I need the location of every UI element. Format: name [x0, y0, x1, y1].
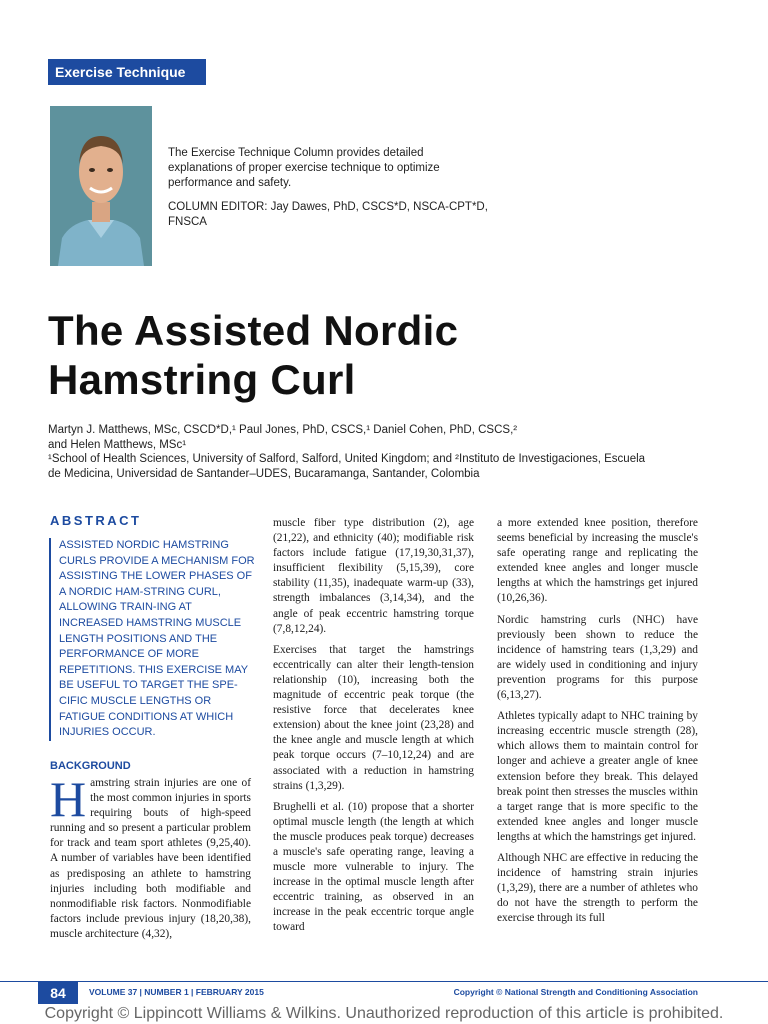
author-block [48, 423, 738, 481]
paragraph: Nordic hamstring curls (NHC) have previously been shown to reduce the incidence of hamstring tears (1,3,29) and are widely used in conditioning and injury prevention programs for this purpose (6,13,27). [497, 613, 698, 702]
affiliation-line-1: ¹School of Health Sciences, University of Salford, Salford, United Kingdom; and ²Instituto de Investigaciones, Escuela [48, 453, 646, 465]
portrait-image [50, 106, 152, 266]
paragraph: Brughelli et al. (10) propose that a shorter optimal muscle length (the length at which the muscle produces peak torque) decreases a muscle's safe operating range, leaving a muscle more vulnerable to injury. The increase in the optimal muscle length after eccentric training, as observed in an increase in the peak eccentric torque angle toward [273, 800, 474, 934]
paragraph: a more extended knee position, therefore seems beneficial by increasing the muscle's safe operating range and replicating the extended knee angles and longer muscle lengths at which the hamstrings get injured (10,26,36). [497, 517, 698, 605]
paragraph: Athletes typically adapt to NHC training by increasing eccentric muscle strength (28), which allows them to maintain control for longer and achieve a greater angle of knee extension before they break. This delayed break point then stresses the muscles within a target range that is more specific to the extended knee angles and longer muscle lengths at which the hamstrings get injured. [497, 710, 698, 843]
column-description: The Exercise Technique Column provides detailed explanations of proper exercise technique to optimize performance and safety. [168, 147, 440, 189]
title-line-1: The Assisted Nordic [48, 307, 459, 354]
paragraph: Although NHC are effective in reducing the incidence of hamstring strain injuries (1,3,29), there are a number of athletes who do not have the strength to perform the exercise through its full [497, 851, 698, 925]
issue-info: VOLUME 37 | NUMBER 1 | FEBRUARY 2015 [89, 987, 264, 997]
author-photo [50, 106, 152, 266]
body-column-1 [50, 771, 251, 948]
body-column-3 [497, 516, 698, 932]
page-number: 84 [38, 982, 78, 1004]
copyright-watermark: Copyright © Lippincott Williams & Wilkins. Unauthorized reproduction of this article is prohibited. [44, 1005, 724, 1022]
body-column-2 [273, 516, 474, 942]
column-intro [168, 146, 488, 239]
paragraph: amstring strain injuries are one of the most common injuries in sports requiring bouts of high-speed running and so present a particular problem for track and team sport athletes (9,25,40). A number of variables have been identified as predisposing an athlete to hamstring injuries including both modifiable and nonmodifiable risk factors. Nonmodifiable factors include previous injury (18,20,38), muscle architecture (4,32), [50, 777, 251, 940]
section-tag: Exercise Technique [48, 59, 206, 85]
background-heading: BACKGROUND [50, 760, 131, 772]
article-title [48, 306, 728, 404]
association-copyright: Copyright © National Strength and Conditioning Association [453, 987, 698, 997]
authors-line-1: Martyn J. Matthews, MSc, CSCD*D,¹ Paul Jones, PhD, CSCS,¹ Daniel Cohen, PhD, CSCS,² [48, 424, 518, 436]
abstract-text: ASSISTED NORDIC HAMSTRING CURLS PROVIDE A MECHANISM FOR ASSISTING THE LOWER PHASES OF A NORDIC HAM-STRING CURL, ALLOWING TRAIN-ING AT INCREASED HAMSTRING MUSCLE LENGTH POSITIONS AND THE PERFORMANCE OF MORE REPETITIONS. THIS EXERCISE MAY BE USEFUL TO TARGET THE SPE-CIFIC MUSCLE LENGTHS OR FATIGUE CONDITIONS AT WHICH INJURIES OCCUR. [49, 538, 257, 741]
paragraph: muscle fiber type distribution (2), age (21,22), and ethnicity (40); modifiable risk factors include fatigue (17,19,30,31,37), insufficient flexibility (5,15,39), core stability (11,35), inadequate warm-up (33), strength imbalances (3,14,34), and the angle of peak eccentric hamstring torque (7,8,12,24). [273, 517, 474, 635]
authors-line-2: and Helen Matthews, MSc¹ [48, 438, 187, 451]
column-editor: COLUMN EDITOR: Jay Dawes, PhD, CSCS*D, NSCA-CPT*D, FNSCA [168, 201, 488, 228]
paragraph: Exercises that target the hamstrings eccentrically can alter their length-tension relationship (10), increasing both the magnitude of eccentric peak torque (the resistive force that decelerates knee extension) about the knee joint (23,28) and the knee angle and muscle length at which peak torque occurs (7–10,12,24) and are associated with a reduction in hamstring strains (1,3,29). [273, 643, 474, 792]
title-line-2: Hamstring Curl [48, 356, 356, 403]
drop-cap: H [50, 771, 87, 827]
abstract-heading: ABSTRACT [50, 513, 142, 528]
affiliation-line-2: de Medicina, Universidad de Santander–UDES, Bucaramanga, Santander, Colombia [48, 467, 480, 480]
